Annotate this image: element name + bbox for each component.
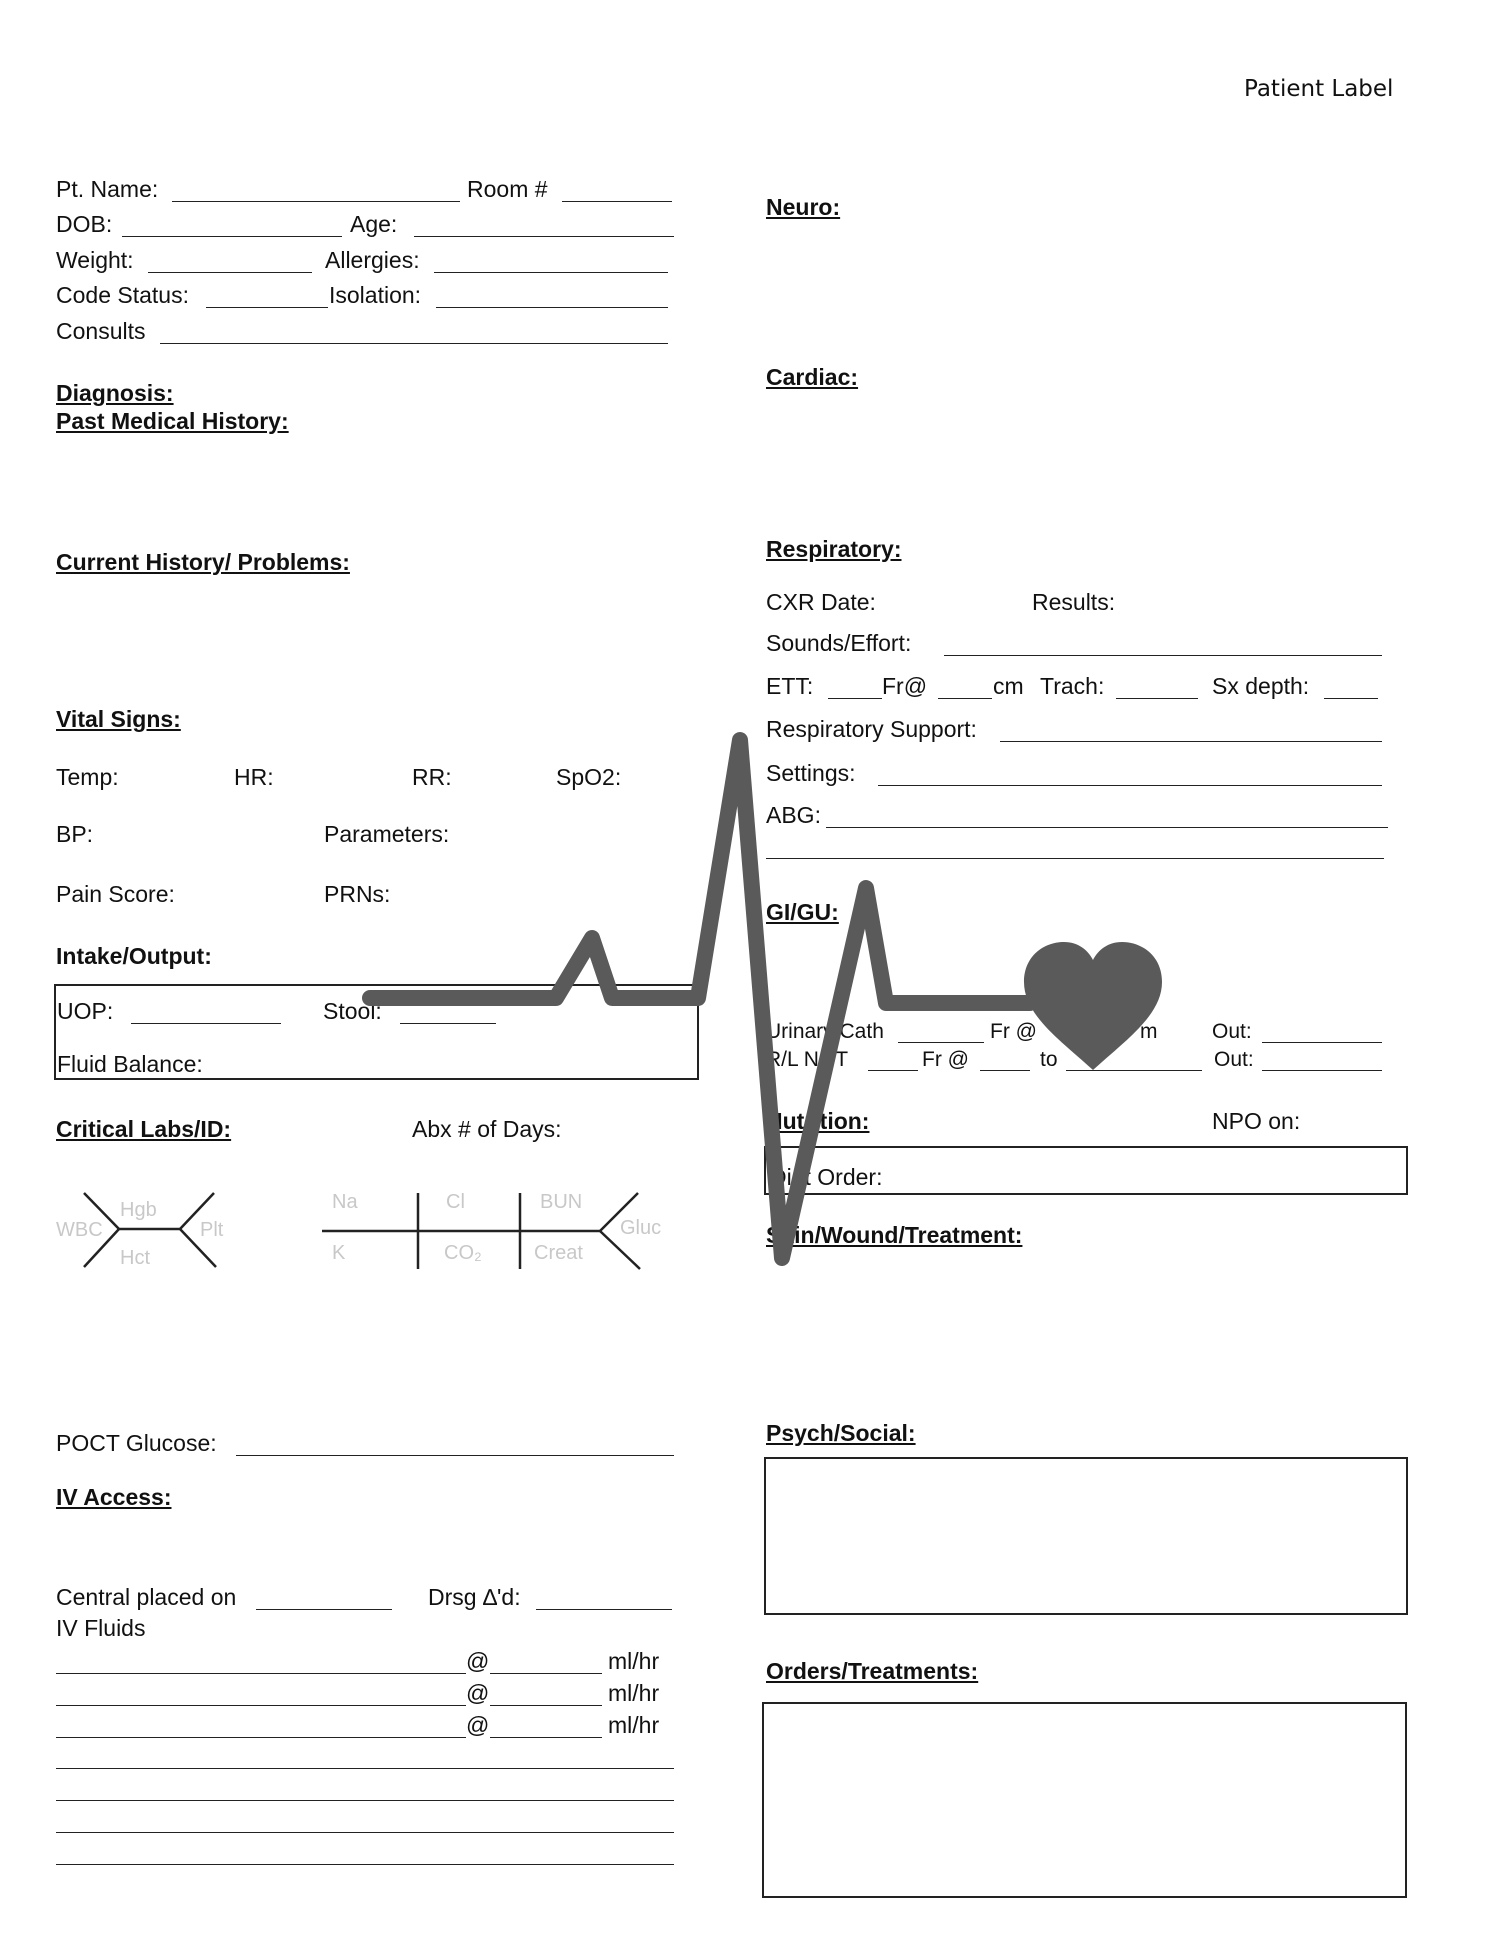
bun-label: BUN: [540, 1191, 583, 1213]
iv-fluid-3-at: @: [466, 1712, 490, 1738]
psych-social-heading: Psych/Social:: [766, 1420, 916, 1446]
iv-fluid-1-unit: ml/hr: [608, 1648, 660, 1674]
skin-wound-heading: Skin/Wound/Treatment:: [766, 1222, 1023, 1248]
consults-label: Consults: [56, 318, 146, 344]
hr-label: HR:: [234, 764, 274, 790]
results-label: Results:: [1032, 589, 1116, 615]
critical-labs-heading: Critical Labs/ID:: [56, 1116, 232, 1142]
urinary-cath-label: Urinary Cath: [766, 1020, 884, 1043]
ngt-fr-at-label: Fr @: [922, 1048, 969, 1071]
k-label: K: [332, 1242, 346, 1264]
npo-on-label: NPO on:: [1212, 1108, 1301, 1134]
spo2-label: SpO2:: [556, 764, 622, 790]
isolation-label: Isolation:: [329, 282, 422, 308]
orders-heading: Orders/Treatments:: [766, 1658, 979, 1684]
allergies-label: Allergies:: [325, 247, 420, 273]
gi-gu-heading: GI/GU:: [766, 899, 839, 925]
urinary-out-label: Out:: [1212, 1020, 1252, 1043]
vital-signs-heading: Vital Signs:: [56, 706, 181, 732]
nutrition-heading: Nutrition:: [766, 1108, 870, 1134]
iv-access-heading: IV Access:: [56, 1484, 172, 1510]
uop-label: UOP:: [57, 998, 114, 1024]
urinary-m-label: m: [1140, 1020, 1158, 1043]
na-label: Na: [332, 1191, 358, 1213]
room-label: Room #: [467, 176, 548, 202]
settings-label: Settings:: [766, 760, 856, 786]
iv-fluid-3-unit: ml/hr: [608, 1712, 660, 1738]
urinary-fr-at-label: Fr @: [990, 1020, 1037, 1043]
abg-label: ABG:: [766, 802, 821, 828]
central-placed-label: Central placed on: [56, 1584, 237, 1610]
gluc-label: Gluc: [620, 1217, 662, 1239]
stool-label: Stool:: [323, 998, 382, 1024]
rr-label: RR:: [412, 764, 452, 790]
sounds-effort-label: Sounds/Effort:: [766, 630, 912, 656]
diet-order-label: Diet Order:: [770, 1164, 883, 1190]
drsg-label: Drsg ∆'d:: [428, 1584, 521, 1610]
code-status-label: Code Status:: [56, 282, 189, 308]
wbc-label: WBC: [56, 1219, 103, 1241]
neuro-heading: Neuro:: [766, 194, 841, 220]
prns-label: PRNs:: [324, 881, 391, 907]
ngt-to-label: to: [1040, 1048, 1058, 1071]
rl-ngt-label: R/L NGT: [766, 1048, 849, 1071]
ett-cm-label: cm: [993, 673, 1024, 699]
iv-fluid-2-at: @: [466, 1680, 490, 1706]
respiratory-heading: Respiratory:: [766, 536, 902, 562]
trach-label: Trach:: [1040, 673, 1105, 699]
pain-score-label: Pain Score:: [56, 881, 175, 907]
temp-label: Temp:: [56, 764, 119, 790]
pmh-heading: Past Medical History:: [56, 408, 289, 434]
current-history-heading: Current History/ Problems:: [56, 549, 350, 575]
iv-fluid-2-unit: ml/hr: [608, 1680, 660, 1706]
heart-icon: [1024, 942, 1162, 1070]
hct-label: Hct: [120, 1247, 150, 1269]
creat-label: Creat: [534, 1242, 583, 1264]
weight-label: Weight:: [56, 247, 134, 273]
iv-fluids-label: IV Fluids: [56, 1615, 146, 1641]
cxr-date-label: CXR Date:: [766, 589, 876, 615]
age-label: Age:: [350, 211, 398, 237]
hgb-label: Hgb: [120, 1199, 157, 1221]
diagnosis-heading: Diagnosis:: [56, 380, 174, 406]
parameters-label: Parameters:: [324, 821, 450, 847]
sx-depth-label: Sx depth:: [1212, 673, 1310, 699]
plt-label: Plt: [200, 1219, 224, 1241]
ett-fr-at-label: Fr@: [882, 673, 928, 699]
cardiac-heading: Cardiac:: [766, 364, 859, 390]
pt-name-label: Pt. Name:: [56, 176, 159, 202]
fluid-balance-label: Fluid Balance:: [57, 1051, 203, 1077]
co2-label: CO₂: [444, 1242, 482, 1264]
abx-days-label: Abx # of Days:: [412, 1116, 562, 1142]
bp-label: BP:: [56, 821, 94, 847]
cl-label: Cl: [446, 1191, 465, 1213]
ett-label: ETT:: [766, 673, 814, 699]
intake-output-heading: Intake/Output:: [56, 943, 212, 969]
ngt-out-label: Out:: [1214, 1048, 1254, 1071]
poct-glucose-label: POCT Glucose:: [56, 1430, 217, 1456]
ecg-line: [370, 740, 1030, 1258]
iv-fluid-1-at: @: [466, 1648, 490, 1674]
dob-label: DOB:: [56, 211, 113, 237]
resp-support-label: Respiratory Support:: [766, 716, 977, 742]
patient-label: Patient Label: [1244, 76, 1394, 102]
